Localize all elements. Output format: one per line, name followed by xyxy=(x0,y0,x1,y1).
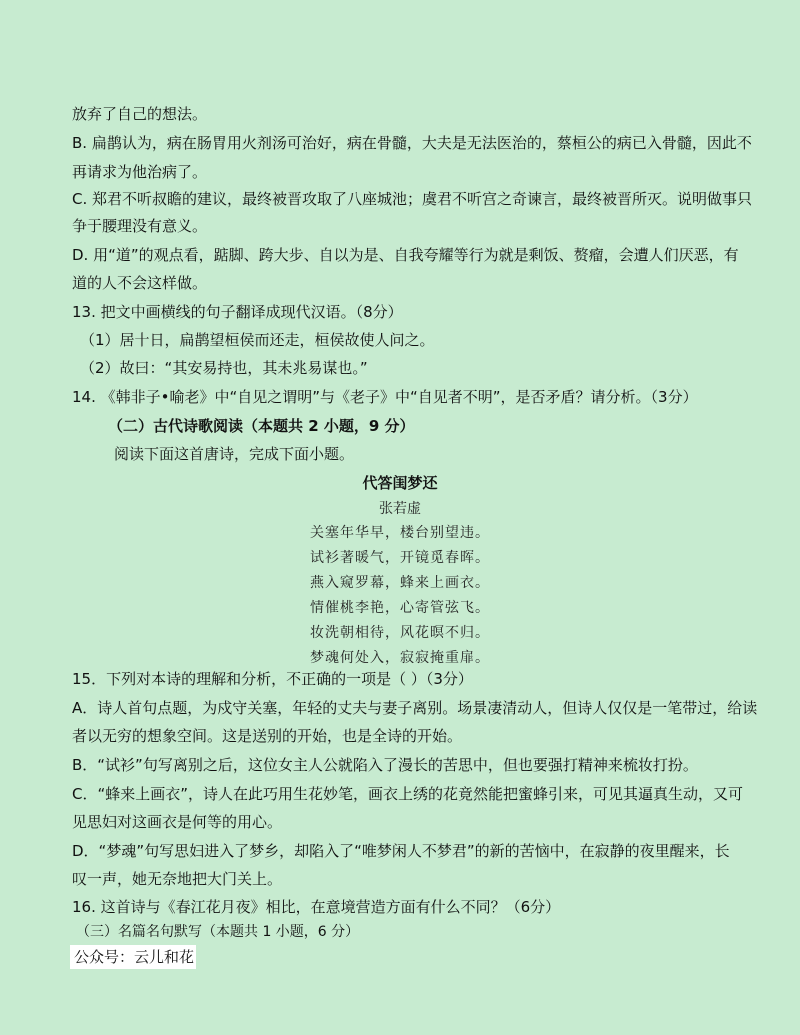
poem-line: 情催桃李艳，心寄管弦飞。 xyxy=(310,600,490,616)
section-3-heading: （三）名篇名句默写（本题共 1 小题，6 分） xyxy=(76,924,360,940)
option-a-line-1: A．诗人首句点题，为戍守关塞，年轻的丈夫与妻子离别。场景凄清动人，但诗人仅仅是一笔带过，给读 xyxy=(72,699,758,717)
option-a-line-2: 者以无穷的想象空间。这是送别的开始，也是全诗的开始。 xyxy=(72,727,463,745)
option-d-line-1: D. 用“道”的观点看，踮脚、跨大步、自以为是、自我夸耀等行为就是剩饭、赘瘤，会遭人们厌恶，有 xyxy=(72,246,739,264)
section-2-intro: 阅读下面这首唐诗，完成下面小题。 xyxy=(114,445,355,463)
section-2-heading: （二）古代诗歌阅读（本题共 2 小题，9 分） xyxy=(108,417,415,435)
option-c-line-1: C. 郑君不听叔瞻的建议，最终被晋攻取了八座城池；虞君不听宫之奇谏言，最终被晋所灭。说明做事只 xyxy=(72,190,753,208)
option-b-line-1: B. 扁鹊认为，病在肠胃用火剂汤可治好，病在骨髓，大夫是无法医治的，蔡桓公的病已入骨髓，因此不 xyxy=(72,134,752,152)
poem-line: 关塞年华早，楼台别望违。 xyxy=(310,525,490,541)
question-13: 13. 把文中画横线的句子翻译成现代汉语。（8分） xyxy=(72,303,403,321)
option-d-line-2: 道的人不会这样做。 xyxy=(72,274,208,292)
option-d-line-1: D．“梦魂”句写思妇进入了梦乡，却陷入了“唯梦闲人不梦君”的新的苦恼中，在寂静的夜里醒来，长 xyxy=(72,842,730,860)
question-16: 16. 这首诗与《春江花月夜》相比，在意境营造方面有什么不同？（6分） xyxy=(72,898,561,916)
poem-title: 代答闺梦还 xyxy=(362,474,438,492)
option-c-line-2: 争于腰理没有意义。 xyxy=(72,217,208,235)
option-c-line-2: 见思妇对这画衣是何等的用心。 xyxy=(72,813,283,831)
option-d-line-2: 叹一声，她无奈地把大门关上。 xyxy=(72,870,283,888)
option-b: B．“试衫”句写离别之后，这位女主人公就陷入了漫长的苦思中，但也要强打精神来梳妆打扮。 xyxy=(72,756,698,774)
poem-line: 妆洗朝相待，风花暝不归。 xyxy=(310,625,490,641)
watermark-label: 公众号：云儿和花 xyxy=(70,945,196,969)
poem-line: 梦魂何处入，寂寂掩重扉。 xyxy=(310,650,490,666)
question-13-part-2: （2）故曰：“其安易持也，其未兆易谋也。” xyxy=(80,359,368,377)
question-15: 15．下列对本诗的理解和分析，不正确的一项是（ ）（3分） xyxy=(72,670,473,688)
poem-line: 燕入窥罗幕，蜂来上画衣。 xyxy=(310,575,490,591)
question-14: 14. 《韩非子•喻老》中“自见之谓明”与《老子》中“自见者不明”，是否矛盾？请分析。（3分） xyxy=(72,388,698,406)
option-b-line-2: 再请求为他治病了。 xyxy=(72,163,208,181)
poem-author: 张若虚 xyxy=(379,501,421,517)
text-line: 放弃了自己的想法。 xyxy=(72,105,208,123)
option-c-line-1: C．“蜂来上画衣”，诗人在此巧用生花妙笔，画衣上绣的花竟然能把蜜蜂引来，可见其逼真生动，又可 xyxy=(72,785,744,803)
poem-line: 试衫著暖气，开镜觅春晖。 xyxy=(310,550,490,566)
question-13-part-1: （1）居十日，扁鹊望桓侯而还走，桓侯故使人问之。 xyxy=(80,331,435,349)
